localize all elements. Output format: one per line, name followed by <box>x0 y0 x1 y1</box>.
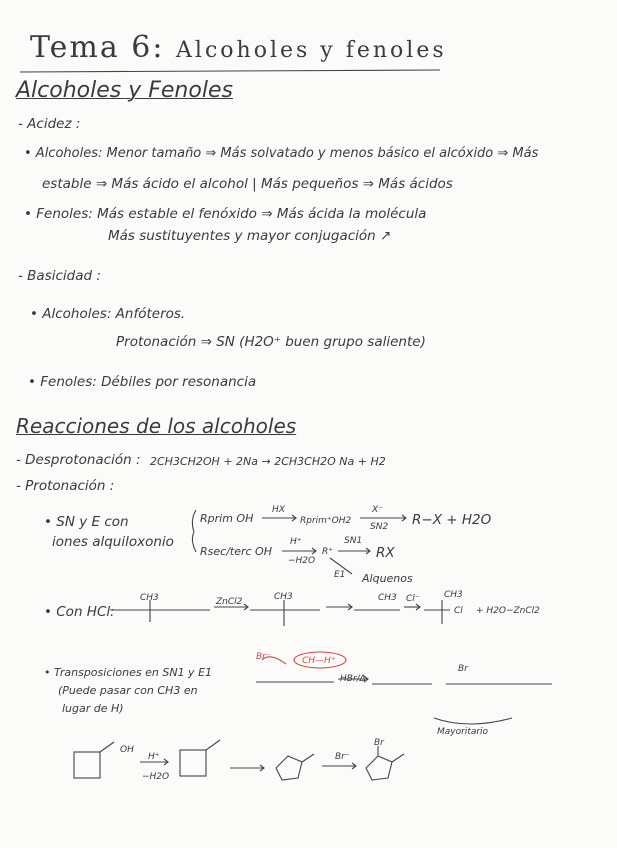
hcl-ch3-b: CH3 <box>274 592 293 602</box>
sec-product: RX <box>376 545 395 561</box>
hcl-ch3-a: CH3 <box>140 593 159 603</box>
cyclobutane-1 <box>74 752 100 778</box>
sec-loss: −H2O <box>288 556 316 566</box>
transpos-line2: (Puede pasar con CH3 en <box>58 684 198 697</box>
protonacion-label: - Protonación : <box>16 478 115 494</box>
transpos-br-minus: Br⁻ <box>256 652 271 662</box>
prim-mid: Rprim⁺OH2 <box>300 516 352 526</box>
acidez-alcoholes-line1: • Alcoholes: Menor tamaño ⇒ Más solvatado y menos básico el alcóxido ⇒ Más <box>24 146 539 161</box>
brace-sn-e <box>192 510 196 552</box>
hcl-ch3-c: CH3 <box>378 593 397 603</box>
sec-reagent: H⁺ <box>290 537 302 547</box>
hcl-cl-minus: Cl⁻ <box>406 594 420 604</box>
zncl2-label: ZnCl2 <box>216 597 243 607</box>
transpos-ch-shift: CH—H⁺ <box>302 656 336 666</box>
acidez-alcoholes-line2: estable ⇒ Más ácido el alcohol | Más pequeños ⇒ Más ácidos <box>42 176 453 192</box>
mayoritario-label: Mayoritario <box>437 727 489 737</box>
acidez-fenoles-line1: • Fenoles: Más estable el fenóxido ⇒ Más ácida la molécula <box>24 206 427 222</box>
basicidad-alcoholes-line2: Protonación ⇒ SN (H2O⁺ buen grupo saliente) <box>116 334 426 350</box>
hydride-shift-circle <box>294 652 346 668</box>
sec-row: Rsec/terc OH <box>200 545 272 558</box>
transpos-line1: • Transposiciones en SN1 y E1 <box>44 666 213 679</box>
hcl-products: + H2O−ZnCl2 <box>476 606 540 616</box>
prim-x: X⁻ <box>372 505 383 515</box>
desprotonacion-label: - Desprotonación : <box>16 452 141 468</box>
prim-row: Rprim OH <box>200 512 254 525</box>
sn-e-line2: iones alquiloxonio <box>52 534 174 550</box>
title-underline <box>20 70 440 72</box>
section-heading-reacciones: Reacciones de los alcoholes <box>16 414 297 438</box>
sec-sn1: SN1 <box>344 536 363 546</box>
prim-sn2: SN2 <box>370 522 389 532</box>
cyclo-h-plus: H⁺ <box>148 752 160 762</box>
hcl-label: • Con HCl: <box>44 604 115 620</box>
basicidad-fenoles: • Fenoles: Débiles por resonancia <box>28 374 257 390</box>
prim-product: R−X + H2O <box>412 512 492 528</box>
cyclo-br-minus: Br⁻ <box>335 752 350 762</box>
transpos-hbr: HBr/Δ <box>340 674 366 684</box>
hcl-ch3-d: CH3 <box>444 590 463 600</box>
hydride-shift-arrow <box>262 657 286 664</box>
acidez-fenoles-line2: Más sustituyentes y mayor conjugación ↗ <box>108 228 392 244</box>
e1-label: E1 <box>334 570 346 580</box>
desprotonacion-equation: 2CH3CH2OH + 2Na → 2CH3CH2O Na + H2 <box>150 455 386 468</box>
transpos-br: Br <box>458 664 468 674</box>
arrow-e1 <box>330 558 352 574</box>
cyclo-br: Br <box>374 738 384 748</box>
basicidad-alcoholes-line1: • Alcoholes: Anfóteros. <box>30 306 186 322</box>
transpos-line3: lugar de H) <box>62 702 124 715</box>
e1-product: Alquenos <box>362 572 413 585</box>
prim-reagent: HX <box>272 505 285 515</box>
mayoritario-brace <box>434 718 512 724</box>
basicidad-label: - Basicidad : <box>18 268 101 284</box>
cyclo-minus-h2o: −H2O <box>142 772 170 782</box>
section-heading-alcoholes-fenoles: Alcoholes y Fenoles <box>16 78 233 103</box>
bromocyclopentane <box>366 756 392 780</box>
cyclopentyl-cation <box>276 756 302 780</box>
sec-mid: R⁺ <box>322 547 334 557</box>
title-rest: Alcoholes y fenoles <box>176 38 447 63</box>
cyclo-oh: OH <box>120 745 134 755</box>
acidez-label: - Acidez : <box>18 116 81 132</box>
title-tema: Tema 6: <box>30 30 165 65</box>
cyclobutane-2 <box>180 750 206 776</box>
sn-e-line1: • SN y E con <box>44 514 129 530</box>
hcl-cl: Cl <box>454 606 463 616</box>
